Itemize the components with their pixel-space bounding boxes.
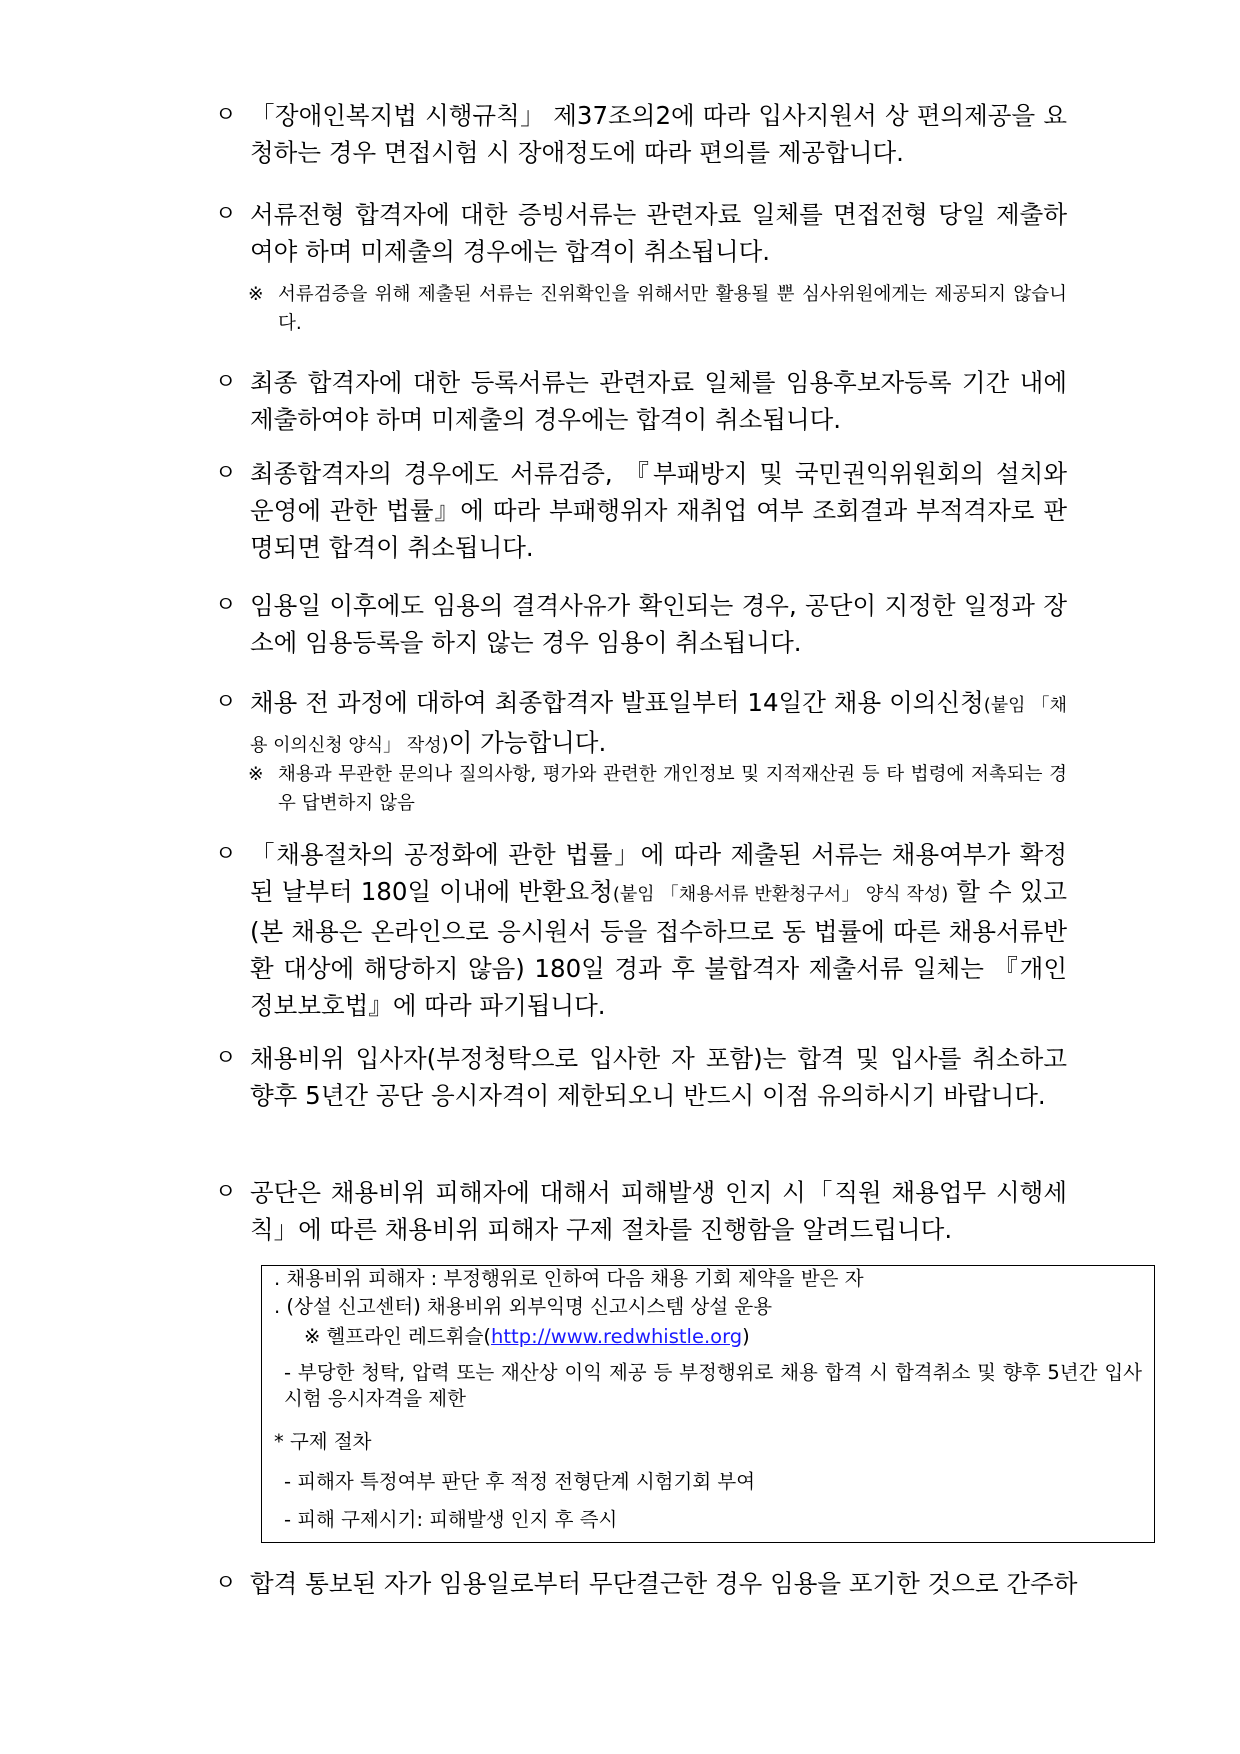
info-box	[261, 1265, 1155, 1543]
notice-text: 서류전형 합격자에 대한 증빙서류는 관련자료 일체를 면접전형 당일 제출하여야 하며 미제출의 경우에는 합격이 취소됩니다.	[250, 200, 1067, 266]
box-line-report-center: . (상설 신고센터) 채용비위 외부익명 신고시스템 상설 운용	[274, 1295, 773, 1318]
notice-item-9	[215, 1174, 1067, 1248]
bullet-circle-icon: ㅇ	[215, 690, 237, 715]
note-text: 서류검증을 위해 제출된 서류는 진위확인을 위해서만 활용될 뿐 심사위원에게는 제공되지 않습니다.	[278, 284, 1067, 334]
bullet-circle-icon: ㅇ	[215, 1180, 237, 1205]
box-line-helpline: ※ 헬프라인 레드휘슬(http://www.redwhistle.org)	[304, 1325, 750, 1348]
notice-text: 「채용절차의 공정화에 관한 법률」에 따라 제출된 서류는 채용여부가 확정된 날부터 180일 이내에 반환요청(붙임 「채용서류 반환청구서」 양식 작성) 할 수 있고(본 채용은 온라인으로 응시원서 등을 접수하므로 동 법률에 따른 채용서류반환 대상에 해당하지 않음) 180일 경과 후 불합격자 제출서류 일체는 『개인정보보호법』에 따라 파기됩니다.	[250, 840, 1068, 1020]
notice-text: 임용일 이후에도 임용의 결격사유가 확인되는 경우, 공단이 지정한 일정과 장소에 임용등록을 하지 않는 경우 임용이 취소됩니다.	[250, 591, 1067, 657]
notice-item-4	[215, 455, 1067, 566]
notice-text: 최종합격자의 경우에도 서류검증, 『부패방지 및 국민권익위원회의 설치와 운영에 관한 법률』에 따라 부패행위자 재취업 여부 조회결과 부적격자로 판명되면 합격이 취소됩니다.	[250, 459, 1067, 562]
note-2	[248, 760, 1067, 818]
bullet-circle-icon: ㅇ	[215, 461, 237, 486]
notice-item-2	[215, 196, 1067, 270]
redwhistle-link[interactable]: http://www.redwhistle.org	[491, 1325, 743, 1348]
bullet-circle-icon: ㅇ	[215, 103, 237, 128]
notice-text: 공단은 채용비위 피해자에 대해서 피해발생 인지 시「직원 채용업무 시행세칙」에 따른 채용비위 피해자 구제 절차를 진행함을 알려드립니다.	[250, 1178, 1067, 1244]
notice-text: 합격 통보된 자가 임용일로부터 무단결근한 경우 임용을 포기한 것으로 간주하	[250, 1569, 1078, 1598]
notice-item-6	[215, 684, 1067, 764]
note-1	[248, 280, 1067, 338]
note-text: 채용과 무관한 문의나 질의사항, 평가와 관련한 개인정보 및 지적재산권 등 타 법령에 저촉되는 경우 답변하지 않음	[278, 764, 1067, 814]
notice-item-8	[215, 1040, 1067, 1114]
notice-text: 「장애인복지법 시행규칙」 제37조의2에 따라 입사지원서 상 편의제공을 요청하는 경우 면접시험 시 장애정도에 따라 편의를 제공합니다.	[250, 101, 1067, 167]
bullet-circle-icon: ㅇ	[215, 1046, 237, 1071]
bullet-circle-icon: ㅇ	[215, 202, 237, 227]
bullet-circle-icon: ㅇ	[215, 842, 237, 867]
box-line-restriction: - 부당한 청탁, 압력 또는 재산상 이익 제공 등 부정행위로 채용 합격 시 합격취소 및 향후 5년간 입사시험 응시자격을 제한	[284, 1361, 1142, 1410]
reference-mark-icon: ※	[248, 764, 264, 785]
notice-text: 채용 전 과정에 대하여 최종합격자 발표일부터 14일간 채용 이의신청(붙임 「채용 이의신청 양식」 작성)이 가능합니다.	[250, 688, 1067, 757]
box-line-remedy-title: * 구제 절차	[274, 1430, 372, 1453]
notice-item-10	[215, 1565, 1078, 1602]
box-line-remedy-1: - 피해자 특정여부 판단 후 적정 전형단계 시험기회 부여	[284, 1470, 756, 1493]
notice-text: 최종 합격자에 대한 등록서류는 관련자료 일체를 임용후보자등록 기간 내에 제출하여야 하며 미제출의 경우에는 합격이 취소됩니다.	[250, 368, 1067, 434]
notice-text: 채용비위 입사자(부정청탁으로 입사한 자 포함)는 합격 및 입사를 취소하고 향후 5년간 공단 응시자격이 제한되오니 반드시 이점 유의하시기 바랍니다.	[250, 1044, 1067, 1110]
bullet-circle-icon: ㅇ	[215, 593, 237, 618]
reference-mark-icon: ※	[248, 284, 264, 305]
bullet-circle-icon: ㅇ	[215, 370, 237, 395]
box-line-remedy-2: - 피해 구제시기: 피해발생 인지 후 즉시	[284, 1508, 618, 1531]
box-line-victim-definition: . 채용비위 피해자 : 부정행위로 인하여 다음 채용 기회 제약을 받은 자	[274, 1267, 864, 1290]
notice-item-3	[215, 364, 1067, 438]
bullet-circle-icon: ㅇ	[215, 1571, 237, 1596]
notice-item-5	[215, 587, 1067, 661]
notice-item-1	[215, 97, 1067, 171]
notice-item-7	[215, 836, 1067, 1024]
